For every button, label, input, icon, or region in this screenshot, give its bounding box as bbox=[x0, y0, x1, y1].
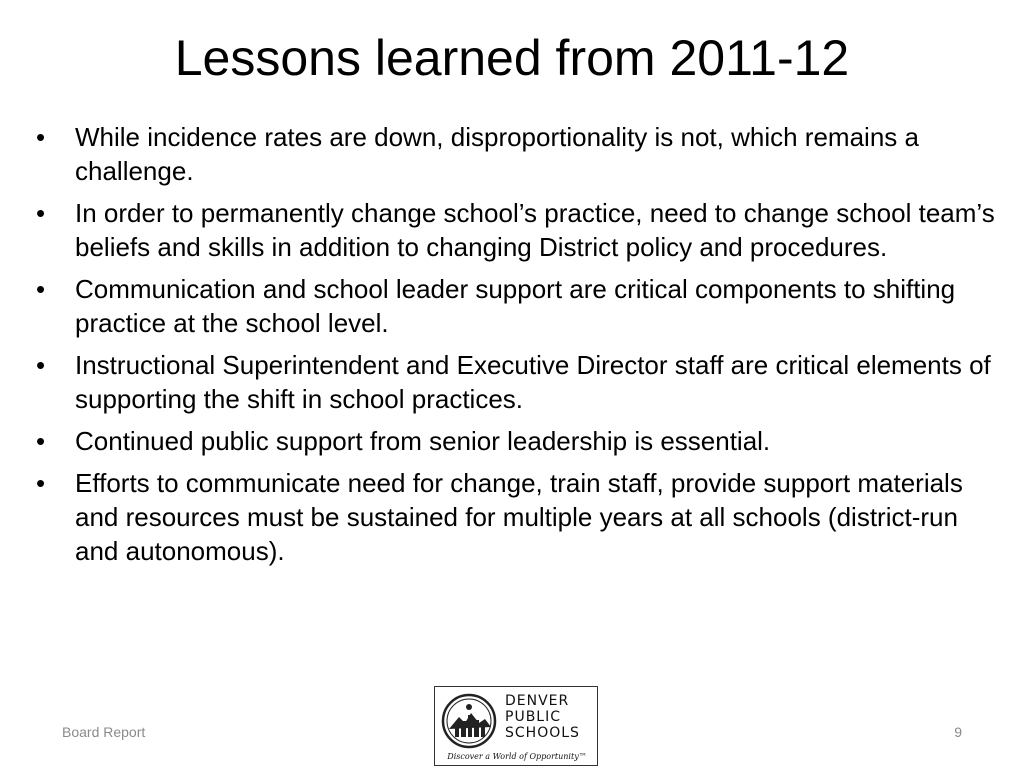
logo-line-3: SCHOOLS bbox=[505, 725, 580, 741]
bullet-text: Communication and school leader support are critical components to shifting practice at the school level. bbox=[75, 274, 956, 338]
bullet-item bbox=[36, 196, 1001, 264]
district-logo bbox=[434, 686, 598, 766]
bullet-text: Efforts to communicate need for change, train staff, provide support materials and resources must be sustained for multiple years at all schools (district-run and autonomous). bbox=[75, 468, 963, 566]
bullet-text: Continued public support from senior leadership is essential. bbox=[75, 426, 771, 456]
bullet-item bbox=[36, 120, 1001, 188]
logo-line-2: PUBLIC bbox=[505, 709, 561, 725]
bullet-item bbox=[36, 424, 1001, 458]
bullet-item bbox=[36, 272, 1001, 340]
logo-wordmark bbox=[505, 693, 593, 741]
bullet-marker: • bbox=[36, 198, 46, 228]
bullet-text: Instructional Superintendent and Executive Director staff are critical elements of supporting the shift in school practices. bbox=[75, 350, 991, 414]
bullet-marker: • bbox=[36, 426, 46, 456]
bullet-marker: • bbox=[36, 274, 46, 304]
bullet-item bbox=[36, 466, 1001, 568]
bullet-text: While incidence rates are down, disproportionality is not, which remains a challenge. bbox=[75, 122, 919, 186]
bullet-item bbox=[36, 348, 1001, 416]
logo-tagline: Discover a World of Opportunity™ bbox=[447, 752, 587, 761]
bullet-marker: • bbox=[36, 350, 46, 380]
bullet-text: In order to permanently change school’s practice, need to change school team’s beliefs and skills in addition to changing District policy and procedures. bbox=[75, 198, 995, 262]
city-seal-icon bbox=[441, 693, 497, 749]
slide-title: Lessons learned from 2011-12 bbox=[174, 30, 850, 86]
logo-line-1: DENVER bbox=[505, 693, 570, 709]
bullet-marker: • bbox=[36, 468, 46, 498]
bullet-list bbox=[36, 120, 1001, 576]
footer-label: Board Report bbox=[62, 724, 146, 740]
page-number: 9 bbox=[954, 724, 962, 740]
bullet-marker: • bbox=[36, 122, 46, 152]
